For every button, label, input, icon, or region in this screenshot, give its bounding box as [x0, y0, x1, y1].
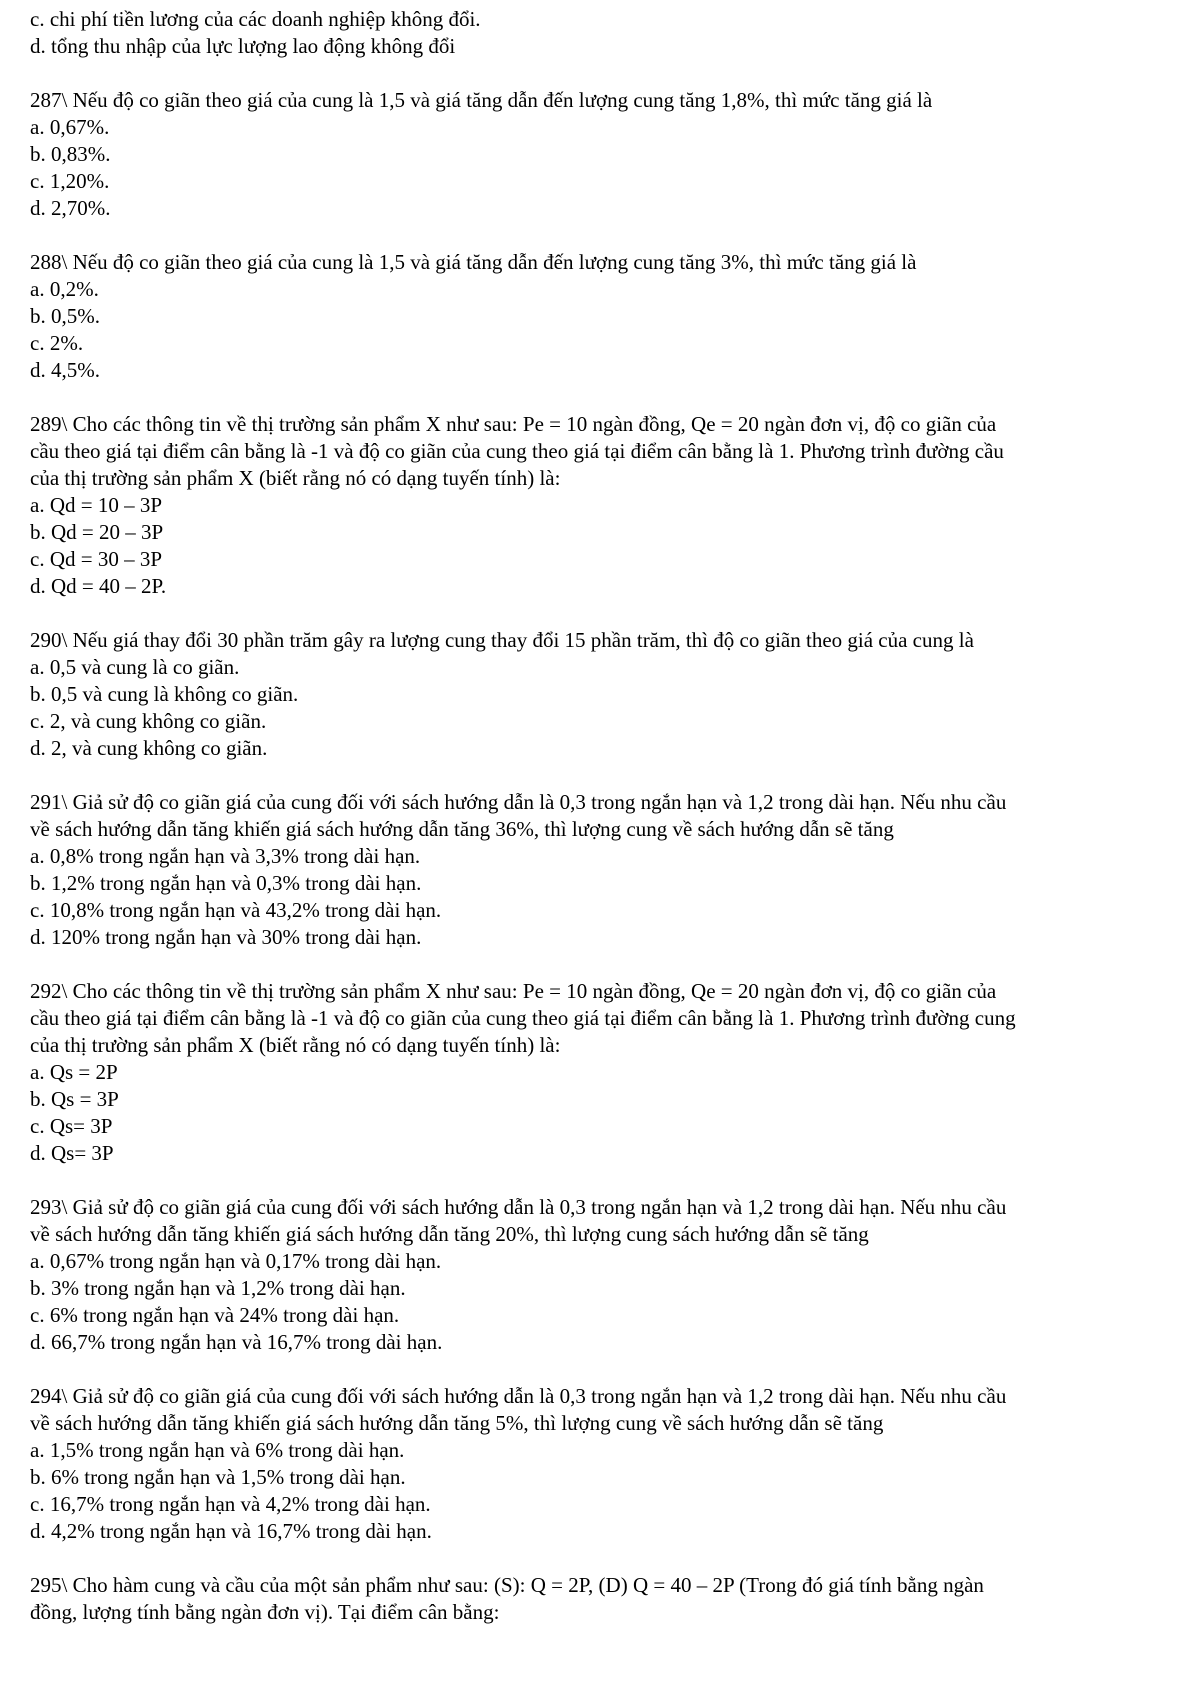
answer-option: a. 1,5% trong ngắn hạn và 6% trong dài hạn. — [30, 1438, 405, 1462]
question-q287 — [30, 87, 1150, 222]
answer-option: b. 6% trong ngắn hạn và 1,5% trong dài hạn. — [30, 1465, 406, 1489]
question-stem-line: của thị trường sản phẩm X (biết rằng nó có dạng tuyến tính) là: — [30, 466, 561, 490]
answer-option: a. Qd = 10 – 3P — [30, 493, 163, 517]
answer-option: d. 66,7% trong ngắn hạn và 16,7% trong dài hạn. — [30, 1330, 443, 1354]
question-stem-line: 290\ Nếu giá thay đổi 30 phần trăm gây ra lượng cung thay đổi 15 phần trăm, thì độ co giãn theo giá của cung là — [30, 628, 974, 652]
question-stem-line: 287\ Nếu độ co giãn theo giá của cung là 1,5 và giá tăng dẫn đến lượng cung tăng 1,8%, thì mức tăng giá là — [30, 88, 933, 112]
question-stem-line: 294\ Giả sử độ co giãn giá của cung đối với sách hướng dẫn là 0,3 trong ngắn hạn và 1,2 trong dài hạn. Nếu nhu cầu — [30, 1384, 1007, 1408]
answer-option: a. Qs = 2P — [30, 1060, 118, 1084]
paragraph-gap — [30, 1167, 1150, 1194]
paragraph-gap — [30, 762, 1150, 789]
paragraph-gap — [30, 951, 1150, 978]
answer-option: b. 0,5 và cung là không co giãn. — [30, 682, 299, 706]
question-stem-line: về sách hướng dẫn tăng khiến giá sách hướng dẫn tăng 36%, thì lượng cung về sách hướng dẫn sẽ tăng — [30, 817, 894, 841]
question-stem-line: cầu theo giá tại điểm cân bằng là -1 và độ co giãn của cung theo giá tại điểm cân bằng là 1. Phương trình đường cầu — [30, 439, 1004, 463]
paragraph-gap — [30, 600, 1150, 627]
question-q294 — [30, 1383, 1150, 1545]
question-stem-line: 289\ Cho các thông tin về thị trường sản phẩm X như sau: Pe = 10 ngàn đồng, Qe = 20 ngàn đơn vị, độ co giãn của — [30, 412, 997, 436]
paragraph-gap — [30, 1356, 1150, 1383]
question-q293 — [30, 1194, 1150, 1356]
paragraph-gap — [30, 222, 1150, 249]
answer-option: c. Qs= 3P — [30, 1114, 113, 1138]
question-stem-line: cầu theo giá tại điểm cân bằng là -1 và độ co giãn của cung theo giá tại điểm cân bằng là 1. Phương trình đường cung — [30, 1006, 1016, 1030]
answer-option: c. 16,7% trong ngắn hạn và 4,2% trong dài hạn. — [30, 1492, 431, 1516]
answer-option: d. Qd = 40 – 2P. — [30, 574, 167, 598]
answer-option: c. 2, và cung không co giãn. — [30, 709, 267, 733]
answer-option: b. 1,2% trong ngắn hạn và 0,3% trong dài hạn. — [30, 871, 422, 895]
answer-option: a. 0,8% trong ngắn hạn và 3,3% trong dài hạn. — [30, 844, 421, 868]
answer-option: b. Qd = 20 – 3P — [30, 520, 164, 544]
answer-option: b. 0,83%. — [30, 142, 111, 166]
question-stem-line: 291\ Giả sử độ co giãn giá của cung đối với sách hướng dẫn là 0,3 trong ngắn hạn và 1,2 trong dài hạn. Nếu nhu cầu — [30, 790, 1007, 814]
question-q289 — [30, 411, 1150, 600]
question-stem-line: của thị trường sản phẩm X (biết rằng nó có dạng tuyến tính) là: — [30, 1033, 561, 1057]
answer-option: d. Qs= 3P — [30, 1141, 114, 1165]
question-q295 — [30, 1572, 1150, 1626]
answer-option: c. 1,20%. — [30, 169, 110, 193]
answer-option: a. 0,5 và cung là co giãn. — [30, 655, 240, 679]
answer-option: c. 6% trong ngắn hạn và 24% trong dài hạn. — [30, 1303, 400, 1327]
intro-block — [30, 6, 1150, 60]
question-stem-line: 293\ Giả sử độ co giãn giá của cung đối với sách hướng dẫn là 0,3 trong ngắn hạn và 1,2 trong dài hạn. Nếu nhu cầu — [30, 1195, 1007, 1219]
answer-option: d. 2,70%. — [30, 196, 111, 220]
question-q288 — [30, 249, 1150, 384]
question-q290 — [30, 627, 1150, 762]
answer-option: d. 4,2% trong ngắn hạn và 16,7% trong dài hạn. — [30, 1519, 432, 1543]
answer-option: c. 2%. — [30, 331, 84, 355]
answer-option: d. 120% trong ngắn hạn và 30% trong dài hạn. — [30, 925, 422, 949]
answer-option: a. 0,2%. — [30, 277, 99, 301]
question-q292 — [30, 978, 1150, 1167]
answer-option: c. 10,8% trong ngắn hạn và 43,2% trong dài hạn. — [30, 898, 442, 922]
answer-option: b. 3% trong ngắn hạn và 1,2% trong dài hạn. — [30, 1276, 406, 1300]
intro-option-line: c. chi phí tiền lương của các doanh nghiệp không đổi. — [30, 7, 481, 31]
question-stem-line: 295\ Cho hàm cung và cầu của một sản phẩm như sau: (S): Q = 2P, (D) Q = 40 – 2P (Trong đó giá tính bằng ngàn — [30, 1573, 984, 1597]
question-stem-line: đồng, lượng tính bằng ngàn đơn vị). Tại điểm cân bằng: — [30, 1600, 500, 1624]
question-list — [30, 60, 1150, 1626]
question-stem-line: 288\ Nếu độ co giãn theo giá của cung là 1,5 và giá tăng dẫn đến lượng cung tăng 3%, thì mức tăng giá là — [30, 250, 917, 274]
question-stem-line: 292\ Cho các thông tin về thị trường sản phẩm X như sau: Pe = 10 ngàn đồng, Qe = 20 ngàn đơn vị, độ co giãn của — [30, 979, 997, 1003]
answer-option: d. 4,5%. — [30, 358, 100, 382]
answer-option: a. 0,67% trong ngắn hạn và 0,17% trong dài hạn. — [30, 1249, 442, 1273]
question-stem-line: về sách hướng dẫn tăng khiến giá sách hướng dẫn tăng 5%, thì lượng cung về sách hướng dẫn sẽ tăng — [30, 1411, 884, 1435]
answer-option: b. Qs = 3P — [30, 1087, 119, 1111]
intro-option-line: d. tổng thu nhập của lực lượng lao động không đổi — [30, 34, 456, 58]
paragraph-gap — [30, 384, 1150, 411]
answer-option: b. 0,5%. — [30, 304, 100, 328]
answer-option: a. 0,67%. — [30, 115, 110, 139]
paragraph-gap — [30, 60, 1150, 87]
question-stem-line: về sách hướng dẫn tăng khiến giá sách hướng dẫn tăng 20%, thì lượng cung sách hướng dẫn sẽ tăng — [30, 1222, 869, 1246]
answer-option: c. Qd = 30 – 3P — [30, 547, 163, 571]
answer-option: d. 2, và cung không co giãn. — [30, 736, 268, 760]
question-q291 — [30, 789, 1150, 951]
paragraph-gap — [30, 1545, 1150, 1572]
